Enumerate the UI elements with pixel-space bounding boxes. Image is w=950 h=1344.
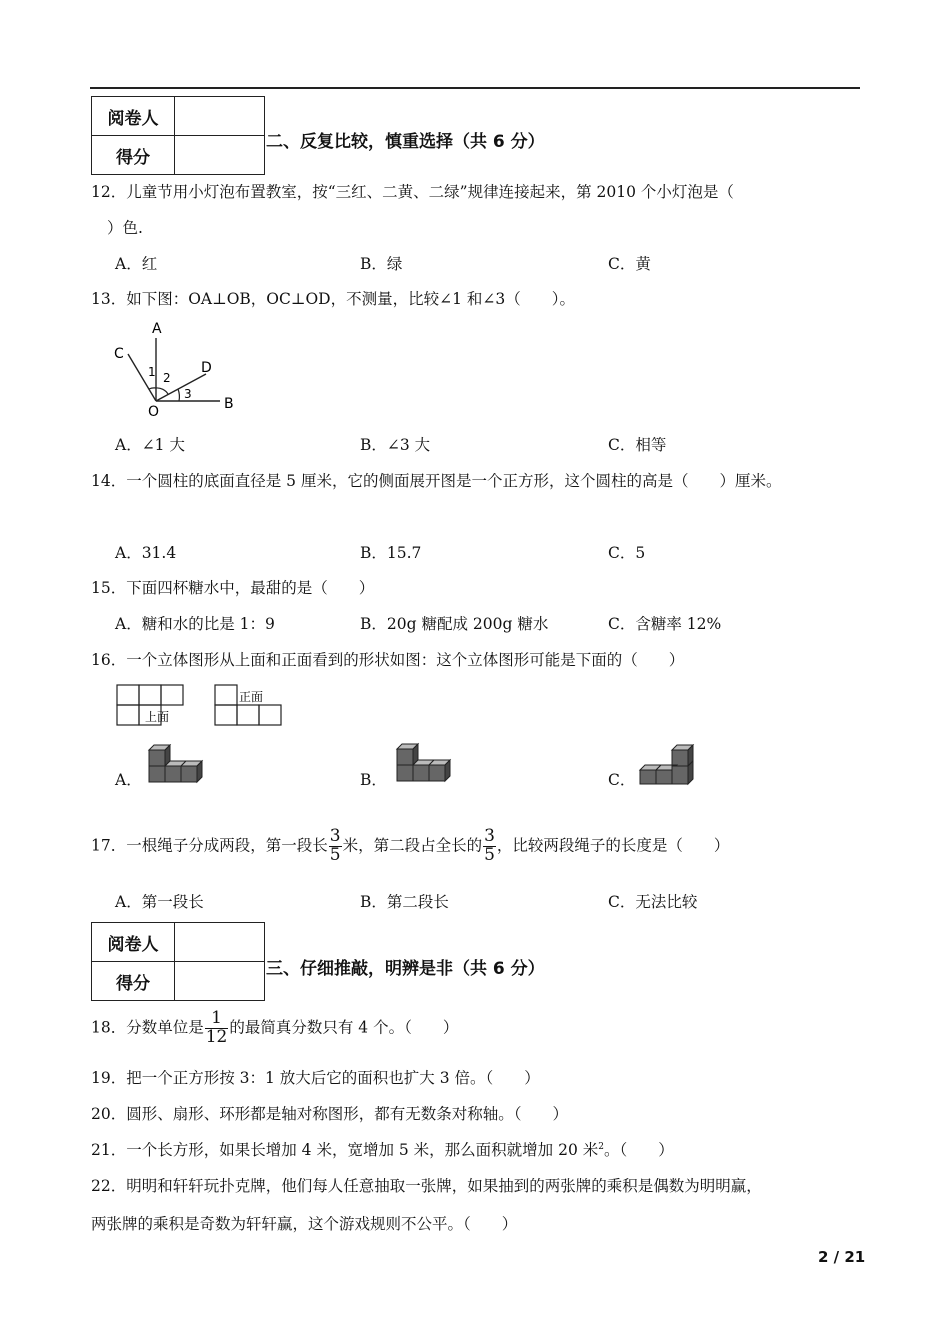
fraction-numerator: 3 bbox=[329, 826, 341, 846]
option-a: A．第一段长 bbox=[115, 893, 204, 911]
option-c: C． bbox=[608, 771, 636, 789]
reviewer-label: 阅卷人 bbox=[92, 97, 175, 136]
score-value bbox=[175, 962, 265, 1001]
option-b: B． bbox=[360, 771, 387, 789]
question-17-text bbox=[91, 828, 729, 865]
question-17-part1: 17．一根绳子分成两段，第一段长 bbox=[91, 836, 328, 855]
score-label: 得分 bbox=[92, 962, 175, 1001]
grade-box bbox=[91, 96, 265, 175]
option-c: C．5 bbox=[608, 544, 646, 562]
option-b: B．15.7 bbox=[360, 544, 422, 562]
fraction-1-12 bbox=[205, 1010, 229, 1047]
question-22-text: 22．明明和轩轩玩扑克牌，他们每人任意抽取一张牌，如果抽到的两张牌的乘积是偶数为明明赢， bbox=[91, 1177, 762, 1195]
section-title: 三、仔细推敲，明辨是非（共 6 分） bbox=[266, 959, 545, 979]
cube-figure-a bbox=[145, 744, 211, 790]
question-12-text: 12．儿童节用小灯泡布置教室，按“三红、二黄、二绿”规律连接起来，第 2010 个小灯泡是（ bbox=[91, 183, 734, 201]
fraction-denominator: 5 bbox=[329, 844, 341, 865]
label-b: B bbox=[224, 396, 234, 412]
score-value bbox=[175, 136, 265, 175]
fraction-3-5 bbox=[483, 828, 496, 865]
option-b: B．∠3 大 bbox=[360, 436, 431, 454]
question-18-part2: 的最简真分数只有 4 个。（ ） bbox=[229, 1018, 459, 1037]
question-18-text bbox=[91, 1010, 458, 1047]
question-12-text-cont: ）色. bbox=[107, 219, 143, 237]
option-a: A．糖和水的比是 1：9 bbox=[115, 615, 275, 633]
score-label: 得分 bbox=[92, 136, 175, 175]
question-20-text: 20．圆形、扇形、环形都是轴对称图形，都有无数条对称轴。（ ） bbox=[91, 1105, 568, 1123]
angle-2-label: 2 bbox=[163, 371, 171, 385]
option-b: B．绿 bbox=[360, 255, 403, 273]
option-a: A．∠1 大 bbox=[115, 436, 185, 454]
option-b: B．20g 糖配成 200g 糖水 bbox=[360, 615, 549, 633]
option-a: A．31.4 bbox=[115, 544, 177, 562]
label-a: A bbox=[152, 321, 162, 337]
question-17-part3: ，比较两段绳子的长度是（ ） bbox=[496, 836, 730, 855]
grade-box bbox=[91, 922, 265, 1001]
question-21-text bbox=[91, 1138, 674, 1160]
option-a: A．红 bbox=[115, 255, 158, 273]
reviewer-value bbox=[175, 97, 265, 136]
cube-figure-c bbox=[636, 744, 702, 790]
option-b: B．第二段长 bbox=[360, 893, 449, 911]
question-19-text: 19．把一个正方形按 3：1 放大后它的面积也扩大 3 倍。（ ） bbox=[91, 1069, 540, 1087]
angle-figure bbox=[108, 316, 243, 418]
top-rule bbox=[90, 87, 860, 89]
label-d: D bbox=[201, 360, 212, 376]
angle-1-label: 1 bbox=[148, 365, 156, 379]
question-13-text: 13．如下图：OA⊥OB，OC⊥OD，不测量，比较∠1 和∠3（ ）。 bbox=[91, 290, 575, 308]
section-title: 二、反复比较，慎重选择（共 6 分） bbox=[266, 132, 545, 152]
fraction-3-5 bbox=[329, 828, 342, 865]
front-view-label: 正面 bbox=[239, 690, 264, 704]
question-16-text: 16．一个立体图形从上面和正面看到的形状如图：这个立体图形可能是下面的（ ） bbox=[91, 651, 685, 669]
fraction-numerator: 3 bbox=[484, 826, 495, 846]
question-17-part2: 米，第二段占全长的 bbox=[342, 836, 483, 855]
question-22-text-cont: 两张牌的乘积是奇数为轩轩赢，这个游戏规则不公平。（ ） bbox=[91, 1215, 518, 1233]
reviewer-label: 阅卷人 bbox=[92, 923, 175, 962]
page-number: 2 / 21 bbox=[818, 1248, 866, 1266]
option-a: A． bbox=[115, 771, 142, 789]
question-21-part2: 。（ ） bbox=[603, 1141, 674, 1159]
question-15-text: 15．下面四杯糖水中，最甜的是（ ） bbox=[91, 579, 375, 597]
question-21-part1: 21．一个长方形，如果长增加 4 米，宽增加 5 米，那么面积就增加 20 米 bbox=[91, 1141, 599, 1159]
top-view-label: 上面 bbox=[145, 710, 170, 724]
fraction-denominator: 5 bbox=[484, 844, 495, 865]
option-c: C．黄 bbox=[608, 255, 651, 273]
label-c: C bbox=[114, 346, 124, 362]
fraction-numerator: 1 bbox=[205, 1010, 229, 1029]
option-c: C．无法比较 bbox=[608, 893, 698, 911]
option-c: C．含糖率 12% bbox=[608, 615, 722, 633]
question-14-text: 14．一个圆柱的底面直径是 5 厘米，它的侧面展开图是一个正方形，这个圆柱的高是（ ）厘米。 bbox=[91, 472, 782, 490]
option-c: C．相等 bbox=[608, 436, 667, 454]
angle-3-label: 3 bbox=[184, 387, 192, 401]
question-18-part1: 18．分数单位是 bbox=[91, 1018, 204, 1037]
fraction-denominator: 12 bbox=[205, 1026, 228, 1047]
cube-figure-b bbox=[393, 741, 459, 787]
views-figure bbox=[115, 683, 285, 729]
label-o: O bbox=[148, 404, 160, 418]
superscript: 2 bbox=[598, 1141, 604, 1152]
reviewer-value bbox=[175, 923, 265, 962]
